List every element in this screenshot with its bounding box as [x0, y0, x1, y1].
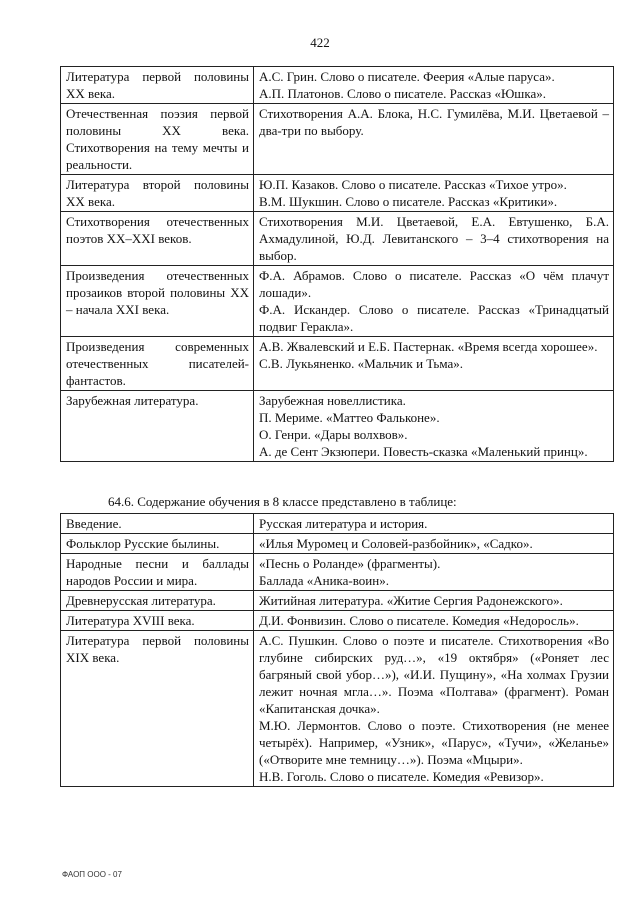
table-row: [61, 212, 614, 266]
topic-cell: Произведения отечественных прозаиков второй половины XX – начала XXI века.: [61, 266, 254, 337]
content-line: А.С. Пушкин. Слово о поэте и писателе. Стихотворения «Во глубине сибирских руд…», «19 октября» («Роняет лес багряный свой убор…»), «И.И. Пущину», «На холмах Грузии лежит ночная мгла…». Поэма «Полтава» (фрагмент). Роман «Капитанская дочка».: [259, 633, 609, 716]
content-line: Н.В. Гоголь. Слово о писателе. Комедия «Ревизор».: [259, 769, 544, 784]
content-line: «Илья Муромец и Соловей-разбойник», «Садко».: [259, 536, 533, 551]
content-cell: [254, 67, 614, 104]
content-line: Д.И. Фонвизин. Слово о писателе. Комедия «Недоросль».: [259, 613, 579, 628]
content-cell: [254, 631, 614, 787]
content-line: В.М. Шукшин. Слово о писателе. Рассказ «Критики».: [259, 194, 558, 209]
content-line: Ю.П. Казаков. Слово о писателе. Рассказ «Тихое утро».: [259, 177, 567, 192]
content-cell: [254, 514, 614, 534]
table-row: [61, 631, 614, 787]
table-row: [61, 67, 614, 104]
content-line: С.В. Лукьяненко. «Мальчик и Тьма».: [259, 356, 463, 371]
topic-cell: Народные песни и баллады народов России и мира.: [61, 554, 254, 591]
content-cell: [254, 266, 614, 337]
topic-cell: Введение.: [61, 514, 254, 534]
content-line: П. Мериме. «Маттео Фальконе».: [259, 410, 440, 425]
table2-body: [61, 514, 614, 787]
content-line: Ф.А. Искандер. Слово о писателе. Рассказ «Тринадцатый подвиг Геракла».: [259, 302, 609, 334]
content-cell: [254, 591, 614, 611]
topic-cell: Литература первой половины XIX века.: [61, 631, 254, 787]
content-cell: [254, 391, 614, 462]
content-cell: [254, 104, 614, 175]
topic-cell: Фольклор Русские былины.: [61, 534, 254, 554]
topic-cell: Произведения современных отечественных писателей-фантастов.: [61, 337, 254, 391]
content-line: А.П. Платонов. Слово о писателе. Рассказ «Юшка».: [259, 86, 546, 101]
topic-cell: Отечественная поэзия первой половины XX века. Стихотворения на тему мечты и реальности.: [61, 104, 254, 175]
table-row: [61, 611, 614, 631]
content-line: Стихотворения М.И. Цветаевой, Е.А. Евтушенко, Б.А. Ахмадулиной, Ю.Д. Левитанского – 3–4 стихотворения на выбор.: [259, 214, 609, 263]
topic-cell: Литература XVIII века.: [61, 611, 254, 631]
table-row: [61, 266, 614, 337]
content-line: А. де Сент Экзюпери. Повесть-сказка «Маленький принц».: [259, 444, 588, 459]
table-row: [61, 514, 614, 534]
topic-cell: Литература первой половины XX века.: [61, 67, 254, 104]
table-row: [61, 591, 614, 611]
content-cell: [254, 611, 614, 631]
page-number: 422: [310, 35, 330, 50]
content-line: Зарубежная новеллистика.: [259, 393, 406, 408]
topic-cell: Зарубежная литература.: [61, 391, 254, 462]
footer-code: ФАОП ООО - 07: [62, 870, 122, 879]
table-row: [61, 104, 614, 175]
grade8-content-table: [60, 513, 614, 787]
content-line: М.Ю. Лермонтов. Слово о поэте. Стихотворения (не менее четырёх). Например, «Узник», «Парус», «Тучи», «Желанье» («Отворите мне темницу…»). Поэма «Мцыри».: [259, 718, 609, 767]
table-row: [61, 391, 614, 462]
content-cell: [254, 212, 614, 266]
content-cell: [254, 175, 614, 212]
content-line: О. Генри. «Дары волхвов».: [259, 427, 408, 442]
topic-cell: Древнерусская литература.: [61, 591, 254, 611]
content-line: А.В. Жвалевский и Е.Б. Пастернак. «Время всегда хорошее».: [259, 339, 598, 354]
content-line: Баллада «Аника-воин».: [259, 573, 389, 588]
content-line: «Песнь о Роланде» (фрагменты).: [259, 556, 441, 571]
content-line: Русская литература и история.: [259, 516, 428, 531]
content-line: А.С. Грин. Слово о писателе. Феерия «Алые паруса».: [259, 69, 555, 84]
table-row: [61, 175, 614, 212]
content-line: Стихотворения А.А. Блока, Н.С. Гумилёва, М.И. Цветаевой – два-три по выбору.: [259, 106, 609, 138]
section-caption: 64.6. Содержание обучения в 8 классе представлено в таблице:: [108, 494, 457, 509]
grade7-content-table: [60, 66, 614, 462]
content-cell: [254, 337, 614, 391]
content-line: Ф.А. Абрамов. Слово о писателе. Рассказ «О чём плачут лошади».: [259, 268, 609, 300]
topic-cell: Литература второй половины XX века.: [61, 175, 254, 212]
content-cell: [254, 554, 614, 591]
table-row: [61, 337, 614, 391]
topic-cell: Стихотворения отечественных поэтов XX–XXI веков.: [61, 212, 254, 266]
table-row: [61, 554, 614, 591]
content-cell: [254, 534, 614, 554]
table-row: [61, 534, 614, 554]
content-line: Житийная литература. «Житие Сергия Радонежского».: [259, 593, 563, 608]
table1-body: [61, 67, 614, 462]
